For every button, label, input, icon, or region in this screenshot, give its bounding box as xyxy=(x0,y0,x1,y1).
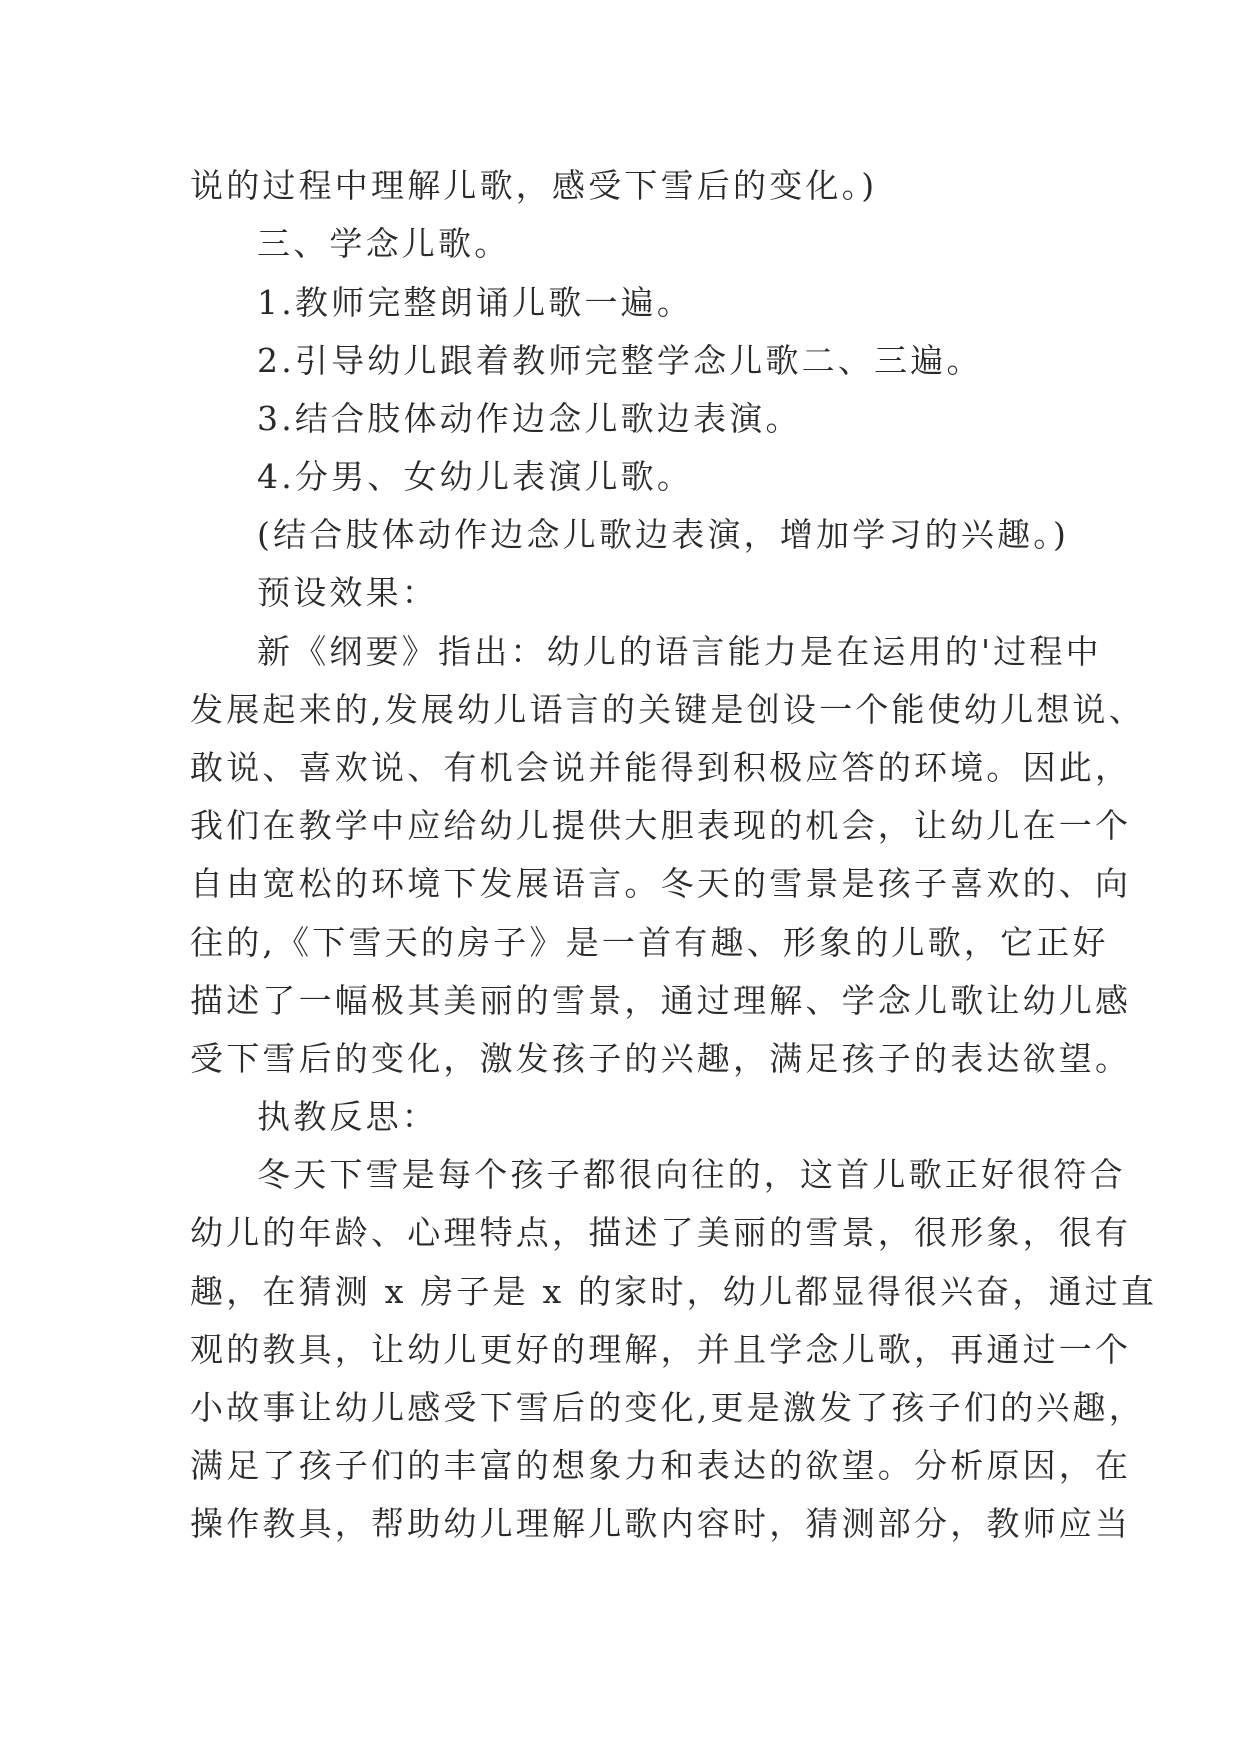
text-line: 满足了孩子们的丰富的想象力和表达的欲望。分析原因，在 xyxy=(190,1446,1132,1485)
list-item: 3.结合肢体动作边念儿歌边表演。 xyxy=(257,399,802,438)
text-line: 往的,《下雪天的房子》是一首有趣、形象的儿歌，它正好 xyxy=(190,923,1109,962)
list-item: 2.引导幼儿跟着教师完整学念儿歌二、三遍。 xyxy=(257,341,983,380)
section-heading: 预设效果： xyxy=(257,573,438,612)
text-line: 描述了一幅极其美丽的雪景，通过理解、学念儿歌让幼儿感 xyxy=(190,981,1132,1020)
text-line: 幼儿的年龄、心理特点，描述了美丽的雪景，很形象，很有 xyxy=(190,1213,1132,1252)
text-line: 自由宽松的环境下发展语言。冬天的雪景是孩子喜欢的、向 xyxy=(190,864,1132,903)
list-item: 4.分男、女幼儿表演儿歌。 xyxy=(257,457,694,496)
text-line: 我们在教学中应给幼儿提供大胆表现的机会，让幼儿在一个 xyxy=(190,806,1132,845)
text-line: 新《纲要》指出：幼儿的语言能力是在运用的'过程中 xyxy=(257,632,1102,671)
text-line: 观的教具，让幼儿更好的理解，并且学念儿歌，再通过一个 xyxy=(190,1330,1132,1369)
section-heading: 执教反思： xyxy=(257,1097,438,1136)
text-line: 敢说、喜欢说、有机会说并能得到积极应答的环境。因此， xyxy=(190,748,1132,787)
text-line: 操作教具，帮助幼儿理解儿歌内容时，猜测部分，教师应当 xyxy=(190,1504,1132,1543)
section-heading: 三、学念儿歌。 xyxy=(257,224,511,263)
text-line: (结合肢体动作边念儿歌边表演，增加学习的兴趣。) xyxy=(257,515,1070,554)
text-line: 发展起来的,发展幼儿语言的关键是创设一个能使幼儿想说、 xyxy=(190,690,1145,729)
text-line: 趣，在猜测 x 房子是 x 的家时，幼儿都显得很兴奋，通过直 xyxy=(190,1272,1158,1311)
text-line: 说的过程中理解儿歌，感受下雪后的变化。) xyxy=(190,166,878,205)
text-line: 冬天下雪是每个孩子都很向往的，这首儿歌正好很符合 xyxy=(257,1155,1126,1194)
text-line: 小故事让幼儿感受下雪后的变化,更是激发了孩子们的兴趣， xyxy=(190,1388,1145,1427)
list-item: 1.教师完整朗诵儿歌一遍。 xyxy=(257,283,694,322)
text-line: 受下雪后的变化，激发孩子的兴趣，满足孩子的表达欲望。 xyxy=(190,1039,1132,1078)
